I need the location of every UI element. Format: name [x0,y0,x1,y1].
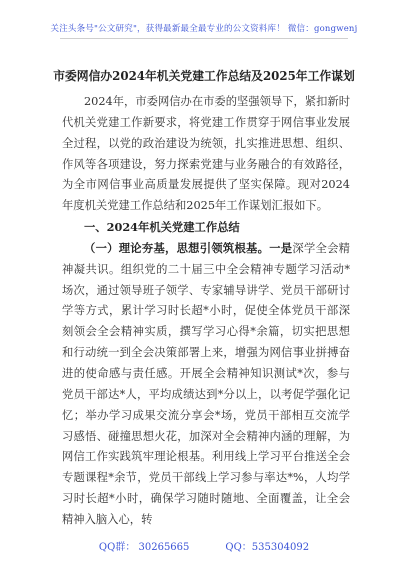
intro-paragraph: 2024年，市委网信办在市委的坚强领导下，紧扣新时代机关党建工作新要求，将党建工作贯穿于网信事业发展全过程，以党的政治建设为统领，扎实推进思想、组织、作风等各项建设，努力探索党建与业务融合的有效路径，为全市网信事业高质量发展提供了坚实保障。现对2024年度机关党建工作总结和2025年工作谋划汇报如下。 [62,95,350,213]
footer-qq-group: QQ群： 30265665 [98,542,190,553]
footer-qq: QQ：535304092 [225,542,310,553]
item-label: （一）理论夯基，思想引领筑根基。 [84,240,270,255]
document-title: 市委网信办2024年机关党建工作总结及2025年工作谋划 [53,69,355,83]
document-body [62,92,350,531]
item-lead: 一是 [269,240,293,255]
footer-contact [0,538,408,553]
item-text: 深学全会精神凝共识。组织党的二十届三中全会精神专题学习活动*场次，通过领导班子领学、专家辅导讲学、党员干部研讨学等方式，累计学习时长超*小时，促使全体党员干部深刻领会全会精神实质，撰写学习心得*余篇，切实把思想和行动统一到全会决策部署上来，增强为网信事业拼搏奋进的使命感与责任感。开展全会精神知识测试*次，参与党员干部达*人，平均成绩达到*分以上，以考促学强化记忆；举办学习成果交流分享会*场，党员干部相互交流学习感悟、碰撞思想火花，加深对全会精神内涵的理解，为网信工作实践筑牢理论根基。利用线上学习平台推送全会专题课程*余节，党员干部线上学习参与率达*%，人均学习时长超*小时，确保学习随时随地、全面覆盖，让全会精神入脑入心，转 [62,241,350,526]
header-banner: 关注头条号"公文研究"，获得最新最全最专业的公文资料库！ 微信：gongwenj [50,24,358,34]
section-heading: 一、2024年机关党建工作总结 [84,220,240,235]
item-paragraph [62,238,350,531]
header-divider [60,38,348,39]
